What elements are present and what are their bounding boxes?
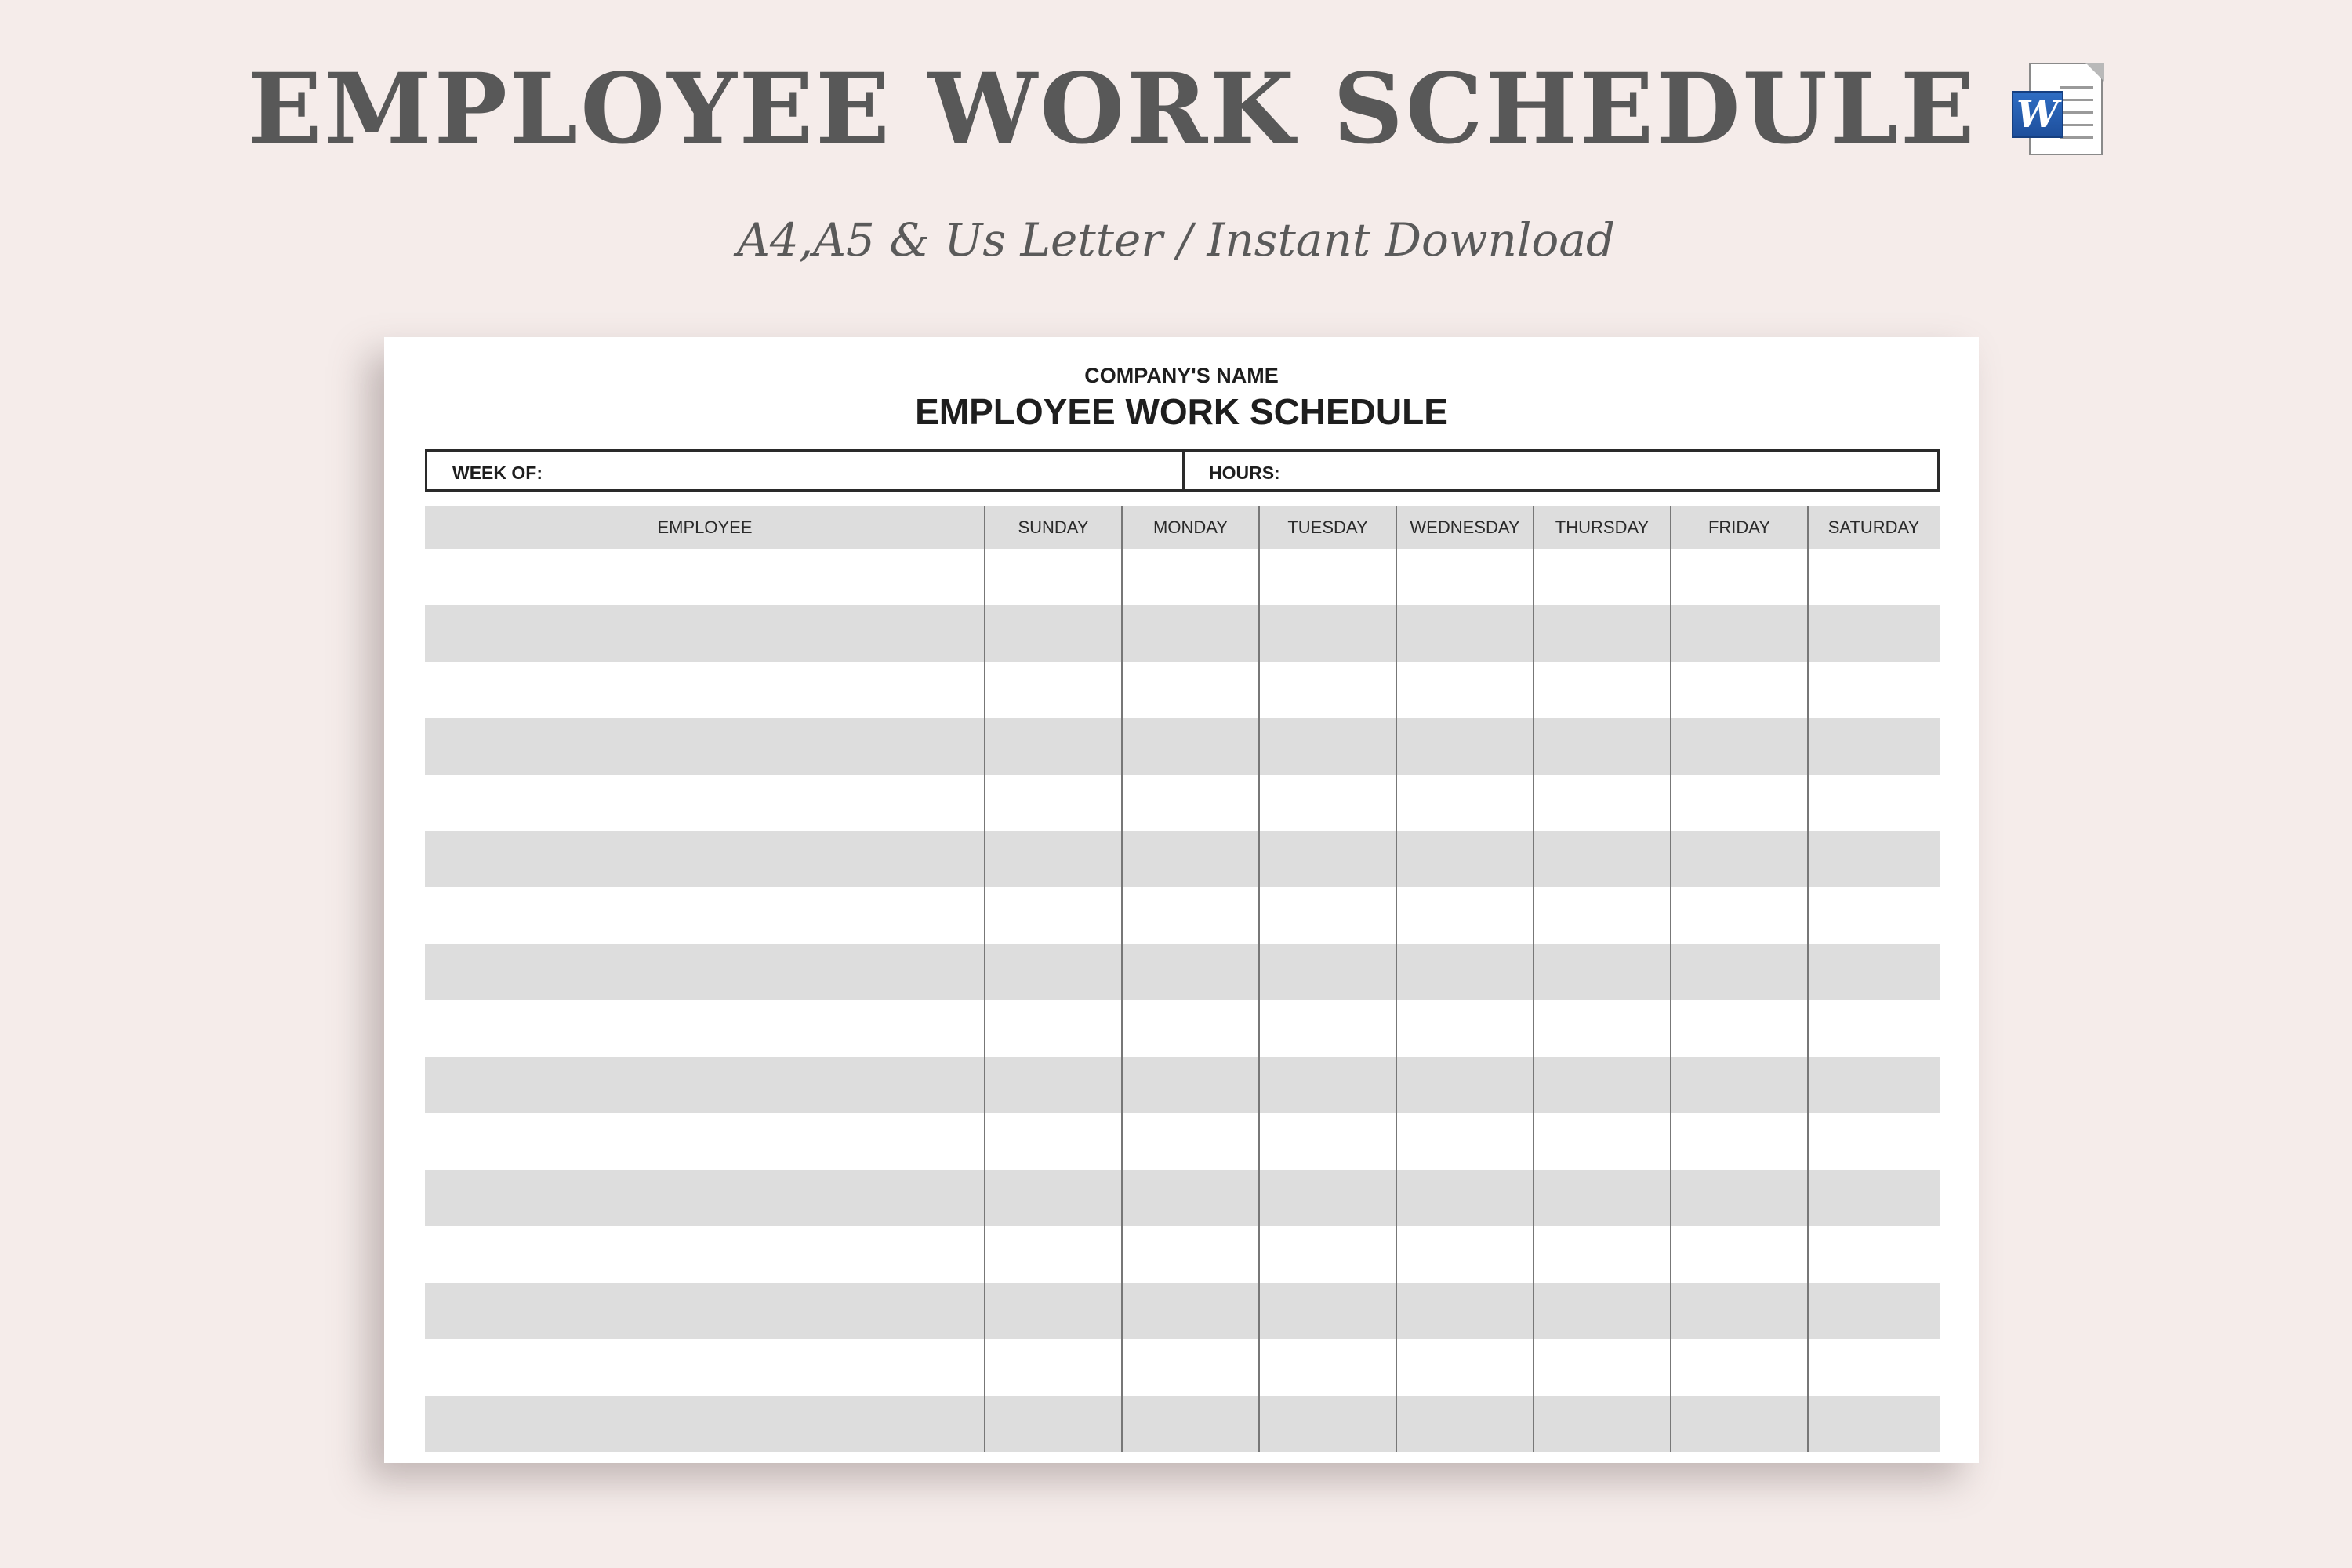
column-header-employee: EMPLOYEE	[657, 517, 753, 537]
column-header-wednesday: WEDNESDAY	[1410, 517, 1520, 537]
table-row	[425, 605, 1940, 662]
banner-subtitle: A4,A5 & Us Letter / Instant Download	[736, 213, 1616, 267]
week-of-label: WEEK OF:	[452, 463, 543, 483]
column-header-thursday: THURSDAY	[1555, 517, 1650, 537]
column-header-monday: MONDAY	[1153, 517, 1228, 537]
column-header-sunday: SUNDAY	[1018, 517, 1089, 537]
table-row	[425, 1113, 1940, 1170]
column-divider	[1670, 506, 1671, 1452]
column-divider	[1121, 506, 1123, 1452]
banner-title: EMPLOYEE WORK SCHEDULE	[248, 53, 1977, 166]
table-row	[425, 1170, 1940, 1226]
banner-title-group	[0, 53, 2352, 166]
schedule-sheet	[384, 337, 1979, 1463]
company-name: COMPANY'S NAME	[1084, 364, 1279, 387]
week-hours-box	[425, 449, 1940, 492]
table-row	[425, 662, 1940, 718]
word-document-icon	[2012, 63, 2104, 157]
table-row	[425, 887, 1940, 944]
document-text-line	[2060, 99, 2093, 101]
sheet-title: EMPLOYEE WORK SCHEDULE	[915, 391, 1448, 432]
column-divider	[1396, 506, 1397, 1452]
document-corner-fold	[2085, 63, 2104, 82]
table-row	[425, 1283, 1940, 1339]
column-divider	[1533, 506, 1534, 1452]
document-text-line	[2060, 124, 2093, 126]
word-letter-badge: W	[2012, 91, 2063, 138]
table-row	[425, 1000, 1940, 1057]
column-header-tuesday: TUESDAY	[1287, 517, 1368, 537]
table-header-row	[425, 506, 1940, 549]
table-row	[425, 718, 1940, 775]
column-divider	[1807, 506, 1809, 1452]
table-row	[425, 775, 1940, 831]
table-row	[425, 831, 1940, 887]
document-text-line	[2060, 136, 2093, 139]
table-row	[425, 549, 1940, 605]
info-box-divider	[1182, 452, 1185, 489]
table-row	[425, 1396, 1940, 1452]
document-text-line	[2060, 86, 2093, 89]
table-row	[425, 1057, 1940, 1113]
column-divider	[984, 506, 985, 1452]
table-row	[425, 944, 1940, 1000]
table-row	[425, 1226, 1940, 1283]
schedule-table	[425, 506, 1940, 1438]
hours-label: HOURS:	[1209, 463, 1280, 483]
column-divider	[1258, 506, 1260, 1452]
column-header-saturday: SATURDAY	[1828, 517, 1920, 537]
column-header-friday: FRIDAY	[1708, 517, 1771, 537]
table-row	[425, 1339, 1940, 1396]
document-text-line	[2060, 111, 2093, 114]
